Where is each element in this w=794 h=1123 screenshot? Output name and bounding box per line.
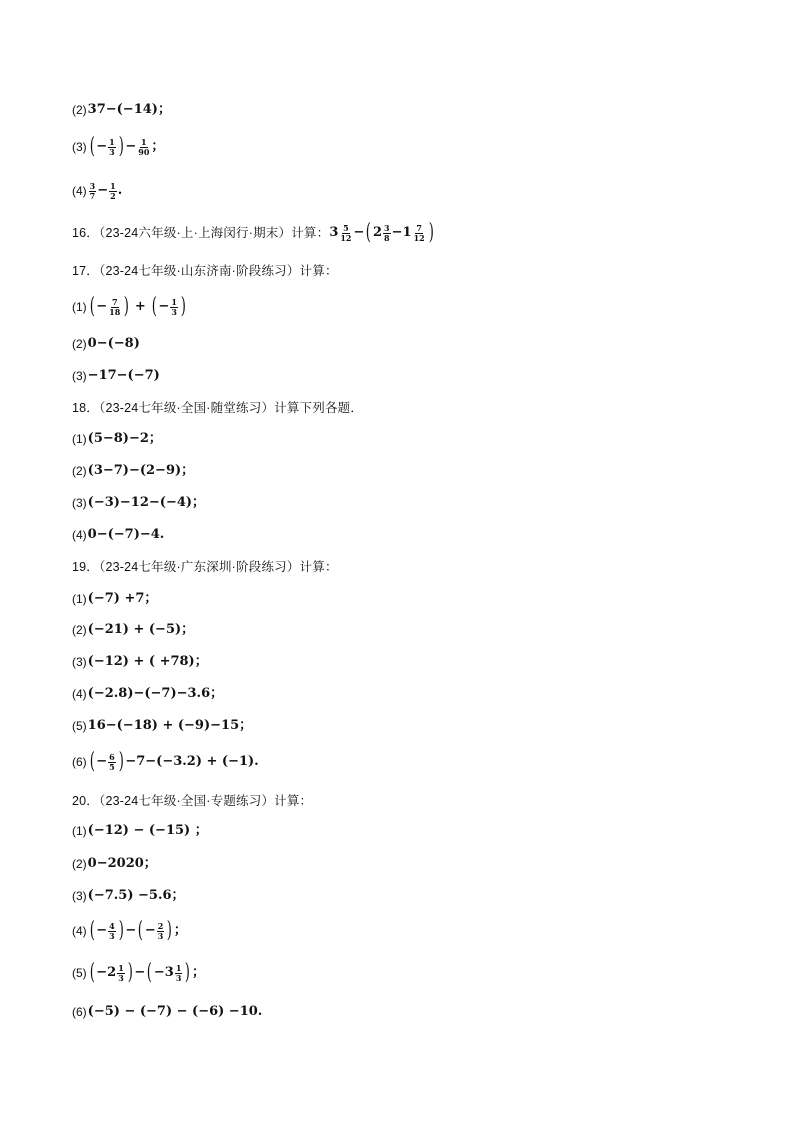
expression: (−7.5) −5.6； bbox=[87, 888, 185, 903]
problem-17-1: (1) ( − $\frac{7}{18}$ ) + ( − $\frac{1}{3}$ ) bbox=[72, 294, 186, 319]
sub-label: (1) bbox=[72, 824, 87, 838]
problem-15-3: (3) ( − $\frac{1}{3}$ ) − $\frac{1}{90}$ ； bbox=[72, 134, 165, 159]
problem-20-3 bbox=[72, 888, 185, 904]
problem-20-6 bbox=[72, 1004, 262, 1020]
sub-label: (1) bbox=[72, 432, 87, 446]
question-heading: 18．（23-24七年级·全国·随堂练习）计算下列各题． bbox=[72, 401, 364, 415]
question-17 bbox=[72, 263, 338, 279]
problem-19-5 bbox=[72, 718, 252, 734]
punct: . bbox=[117, 183, 123, 198]
sub-label: (6) bbox=[72, 1005, 87, 1019]
sub-label: (2) bbox=[72, 623, 87, 637]
expression: (−12) + ( +78)； bbox=[87, 654, 208, 669]
question-heading: 16．（23-24六年级·上·上海闵行·期末）计算： bbox=[72, 226, 330, 240]
problem-20-2 bbox=[72, 856, 157, 872]
fraction: $\frac{1}{90}$ bbox=[138, 136, 150, 157]
sub-label: (6) bbox=[72, 755, 87, 769]
expression: (5−8)−2； bbox=[87, 431, 162, 446]
expression: 0−2020； bbox=[87, 856, 157, 871]
problem-17-3 bbox=[72, 368, 160, 384]
problem-19-2 bbox=[72, 622, 194, 638]
problem-18-4 bbox=[72, 527, 164, 543]
sub-label: (5) bbox=[72, 719, 87, 733]
problem-15-2 bbox=[72, 102, 171, 118]
question-19 bbox=[72, 559, 338, 575]
sign: − bbox=[96, 139, 108, 154]
expression: (−12) − (−15) ； bbox=[87, 823, 208, 838]
problem-17-2 bbox=[72, 336, 140, 352]
problem-19-3 bbox=[72, 654, 208, 670]
fraction: $\frac{1}{3}$ bbox=[109, 136, 115, 157]
question-heading: 20．（23-24七年级·全国·专题练习）计算： bbox=[72, 794, 313, 808]
sub-label: (2) bbox=[72, 464, 87, 478]
sub-label: (2) bbox=[72, 103, 87, 117]
sub-label: (3) bbox=[72, 889, 87, 903]
problem-19-4 bbox=[72, 686, 223, 702]
question-heading: 17．（23-24七年级·山东济南·阶段练习）计算： bbox=[72, 264, 338, 278]
sub-label: (5) bbox=[72, 966, 87, 980]
expression: (−21) + (−5)； bbox=[87, 622, 195, 637]
sub-label: (4) bbox=[72, 184, 87, 198]
question-heading: 19．（23-24七年级·广东深圳·阶段练习）计算： bbox=[72, 560, 338, 574]
expression: 0−(−8) bbox=[87, 336, 140, 351]
expression: 37−(−14)； bbox=[87, 102, 171, 117]
problem-15-4 bbox=[72, 180, 122, 202]
expression: 0−(−7)−4. bbox=[87, 527, 165, 542]
sub-label: (3) bbox=[72, 655, 87, 669]
sub-label: (3) bbox=[72, 369, 87, 383]
sub-label: (2) bbox=[72, 857, 87, 871]
expression: 16−(−18) + (−9)−15； bbox=[87, 718, 253, 733]
question-18 bbox=[72, 400, 363, 416]
sub-label: (3) bbox=[72, 496, 87, 510]
sub-label: (3) bbox=[72, 140, 87, 154]
sub-label: (4) bbox=[72, 924, 87, 938]
fraction: $\frac{1}{2}$ bbox=[110, 180, 116, 201]
operator: − bbox=[125, 139, 137, 154]
sub-label: (1) bbox=[72, 300, 87, 314]
sub-label: (2) bbox=[72, 337, 87, 351]
expression: −17−(−7) bbox=[87, 368, 160, 383]
question-16: 16．（23-24六年级·上·上海闵行·期末）计算： 3 $\frac{5}{12}$ − ( 2 $\frac{3}{8}$ − 1 $\frac{7}{12}$ ) bbox=[72, 220, 434, 245]
expression: (3−7)−(2−9)； bbox=[87, 463, 195, 478]
expression: (−2.8)−(−7)−3.6； bbox=[87, 686, 224, 701]
expression: −7−(−3.2) + (−1). bbox=[125, 754, 259, 769]
problem-20-4: (4) ( − $\frac{4}{3}$ ) − ( − $\frac{2}{3}$ ) ； bbox=[72, 918, 187, 943]
problem-18-3 bbox=[72, 495, 205, 511]
sub-label: (4) bbox=[72, 687, 87, 701]
expression: (−3)−12−(−4)； bbox=[87, 495, 206, 510]
sub-label: (4) bbox=[72, 528, 87, 542]
problem-19-6: (6) ( − $\frac{6}{5}$ ) −7−(−3.2) + (−1). bbox=[72, 749, 259, 774]
punct: ； bbox=[151, 139, 165, 154]
operator: − bbox=[97, 183, 109, 198]
fraction: $\frac{3}{7}$ bbox=[89, 180, 96, 201]
expression: (−7) +7； bbox=[87, 591, 158, 606]
problem-20-5: (5) ( − 2 $\frac{1}{3}$ ) − ( − 3 $\frac{1}{3}$ ) ； bbox=[72, 960, 206, 985]
problem-18-2 bbox=[72, 463, 194, 479]
problem-18-1 bbox=[72, 431, 162, 447]
expression: (−5) − (−7) − (−6) −10. bbox=[87, 1004, 263, 1019]
problem-20-1 bbox=[72, 823, 208, 839]
question-20 bbox=[72, 793, 312, 809]
problem-19-1 bbox=[72, 591, 157, 607]
sub-label: (1) bbox=[72, 592, 87, 606]
